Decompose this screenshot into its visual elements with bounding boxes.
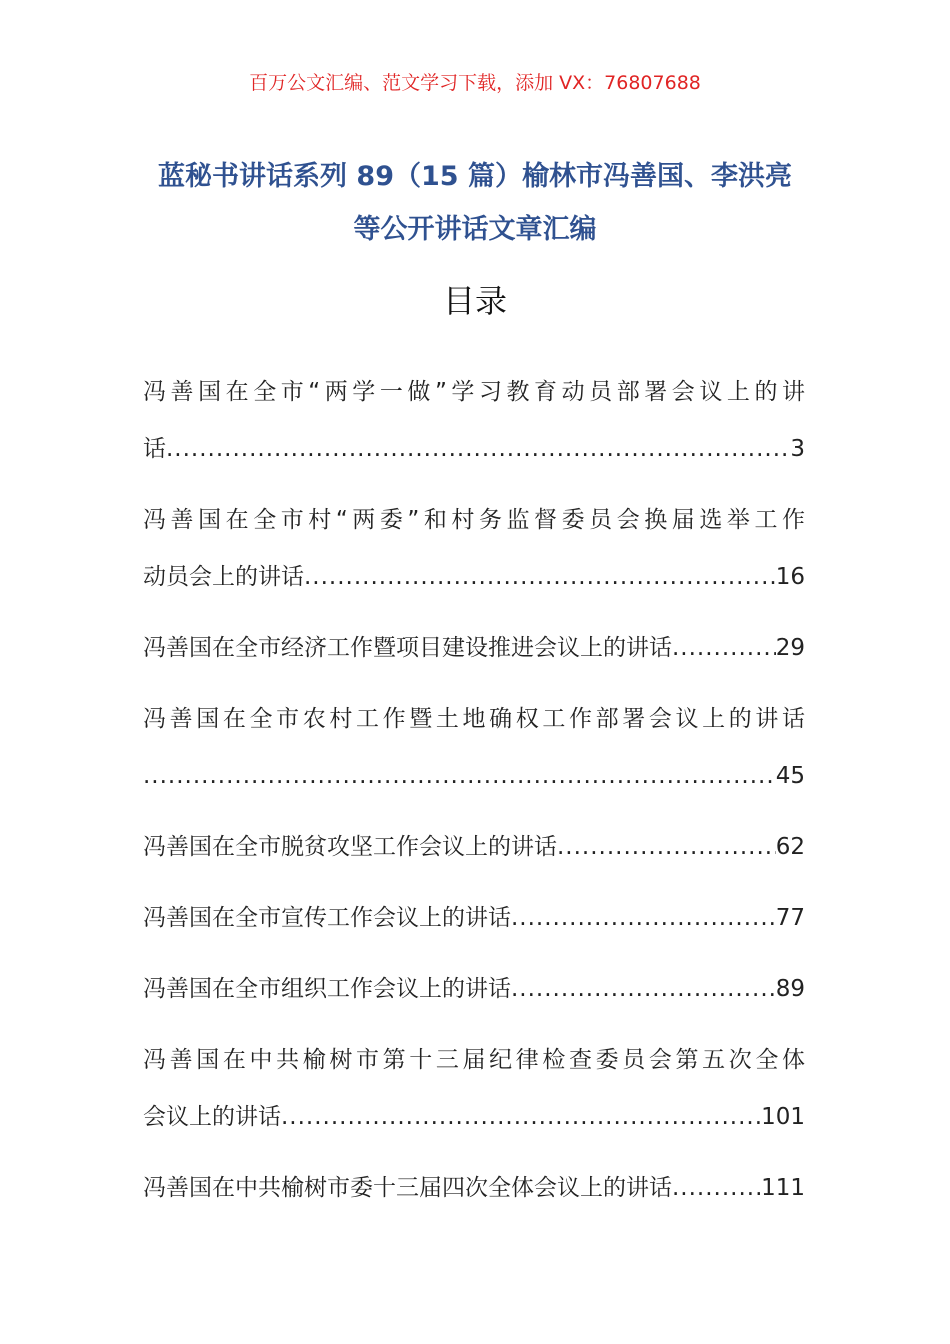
toc-entry[interactable] — [143, 620, 805, 677]
dot-leader — [281, 1089, 761, 1146]
download-banner: 百万公文汇编、范文学习下载，添加 VX：76807688 — [249, 72, 701, 94]
toc-entry[interactable] — [143, 1032, 805, 1146]
table-of-contents — [143, 364, 805, 1231]
toc-entry-title-line: 冯善国在全市农村工作暨土地确权工作部署会议上的讲话 — [143, 706, 805, 732]
dot-leader — [304, 549, 776, 606]
toc-entry[interactable] — [143, 890, 805, 947]
toc-entry-title: 话 — [143, 436, 166, 462]
document-title — [100, 150, 850, 256]
toc-entry-title: 会议上的讲话 — [143, 1104, 281, 1130]
dot-leader — [672, 1160, 761, 1217]
toc-entry[interactable] — [143, 961, 805, 1018]
toc-page-number: 45 — [775, 763, 805, 789]
toc-entry[interactable] — [143, 691, 805, 805]
toc-entry-title-line: 冯善国在中共榆树市第十三届纪律检查委员会第五次全体 — [143, 1047, 805, 1073]
toc-page-number: 89 — [775, 976, 805, 1002]
toc-page-number: 16 — [775, 564, 805, 590]
dot-leader — [672, 620, 776, 677]
toc-page-number: 101 — [761, 1104, 805, 1130]
toc-page-number: 111 — [761, 1175, 805, 1201]
toc-heading: 目录 — [442, 282, 507, 320]
toc-entry-title: 冯善国在全市宣传工作会议上的讲话 — [143, 905, 511, 931]
toc-page-number: 3 — [790, 436, 805, 462]
toc-entry[interactable] — [143, 1160, 805, 1217]
dot-leader — [143, 748, 776, 805]
dot-leader — [511, 961, 776, 1018]
toc-entry[interactable] — [143, 492, 805, 606]
dot-leader — [511, 890, 776, 947]
title-line-2: 等公开讲话文章汇编 — [353, 214, 597, 245]
toc-entry-title: 冯善国在全市经济工作暨项目建设推进会议上的讲话 — [143, 635, 672, 661]
toc-entry-title-line: 冯善国在全市“两学一做”学习教育动员部署会议上的讲 — [143, 379, 805, 405]
toc-entry[interactable] — [143, 819, 805, 876]
title-line-1: 蓝秘书讲话系列 89（15 篇）榆林市冯善国、李洪亮 — [158, 161, 792, 192]
dot-leader — [557, 819, 776, 876]
toc-entry-title-line: 冯善国在全市村“两委”和村务监督委员会换届选举工作 — [143, 507, 805, 533]
toc-page-number: 77 — [775, 905, 805, 931]
toc-entry-title: 动员会上的讲话 — [143, 564, 304, 590]
toc-entry-title: 冯善国在全市脱贫攻坚工作会议上的讲话 — [143, 834, 557, 860]
dot-leader — [166, 421, 790, 478]
toc-entry-title: 冯善国在全市组织工作会议上的讲话 — [143, 976, 511, 1002]
toc-page-number: 29 — [775, 635, 805, 661]
toc-entry[interactable] — [143, 364, 805, 478]
toc-page-number: 62 — [775, 834, 805, 860]
toc-entry-title: 冯善国在中共榆树市委十三届四次全体会议上的讲话 — [143, 1175, 672, 1201]
